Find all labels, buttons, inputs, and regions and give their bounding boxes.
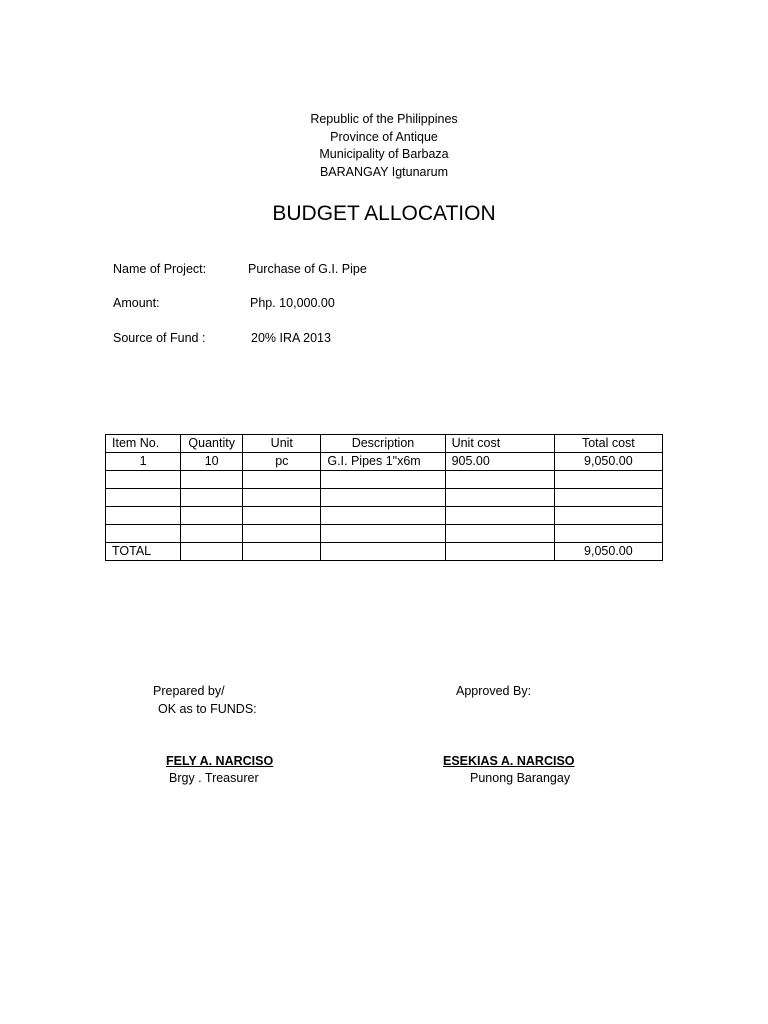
table-cell [445, 543, 554, 561]
table-cell: 10 [181, 453, 243, 471]
budget-table [105, 434, 663, 561]
table-cell [445, 525, 554, 543]
letterhead-country: Republic of the Philippines [310, 112, 458, 126]
table-cell [445, 507, 554, 525]
table-cell [321, 525, 445, 543]
table-cell [181, 471, 243, 489]
table-cell [445, 471, 554, 489]
letterhead [0, 111, 768, 181]
table-cell [181, 525, 243, 543]
table-cell [106, 471, 181, 489]
table-cell [243, 543, 321, 561]
table-cell [321, 543, 445, 561]
project-label: Name of Project: [113, 262, 207, 276]
page-title: BUDGET ALLOCATION [272, 202, 496, 225]
letterhead-barangay: BARANGAY Igtunarum [319, 164, 449, 179]
ok-as-to-funds-label: OK as to FUNDS: [158, 702, 257, 716]
table-cell [321, 471, 445, 489]
table-cell [243, 489, 321, 507]
fund-source-value: 20% IRA 2013 [251, 331, 331, 345]
table-cell [106, 489, 181, 507]
table-row [106, 489, 663, 507]
table-cell [243, 471, 321, 489]
table-cell [106, 507, 181, 525]
table-cell: 1 [106, 453, 181, 471]
header-cell-unit: Unit [243, 435, 321, 453]
table-cell [554, 525, 662, 543]
table-row [106, 525, 663, 543]
table-cell [243, 525, 321, 543]
header-cell-unit-cost: Unit cost [445, 435, 554, 453]
table-total-row [106, 543, 663, 561]
letterhead-province: Province of Antique [330, 129, 438, 144]
table-cell [321, 489, 445, 507]
table-cell [554, 489, 662, 507]
table-cell [321, 507, 445, 525]
table-row [106, 471, 663, 489]
table-cell [554, 471, 662, 489]
project-value: Purchase of G.I. Pipe [248, 262, 367, 276]
letterhead-municipality: Municipality of Barbaza [319, 147, 449, 161]
captain-name: ESEKIAS A. NARCISO [443, 754, 575, 768]
table-cell: G.I. Pipes 1"x6m [321, 453, 445, 471]
fund-source-label: Source of Fund : [113, 331, 206, 345]
table-cell: 905.00 [445, 453, 554, 471]
table-cell: pc [243, 453, 321, 471]
approved-by-label: Approved By: [456, 684, 532, 698]
table-row [106, 507, 663, 525]
total-label-cell: TOTAL [106, 543, 181, 561]
table-header-row [106, 435, 663, 453]
table-cell [181, 507, 243, 525]
amount-value: Php. 10,000.00 [250, 296, 335, 310]
table-row [106, 453, 663, 471]
table-cell [181, 489, 243, 507]
treasurer-name: FELY A. NARCISO [166, 754, 274, 768]
header-cell-total-cost: Total cost [554, 435, 662, 453]
table-cell [181, 543, 243, 561]
table-cell [445, 489, 554, 507]
header-cell-item-no: Item No. [106, 435, 181, 453]
header-cell-quantity: Quantity [181, 435, 243, 453]
prepared-by-label: Prepared by/ [153, 684, 225, 698]
treasurer-title: Brgy . Treasurer [169, 771, 259, 785]
table-cell [554, 507, 662, 525]
table-cell [243, 507, 321, 525]
header-cell-description: Description [321, 435, 445, 453]
amount-label: Amount: [113, 296, 160, 310]
table-cell [106, 525, 181, 543]
table-cell: 9,050.00 [554, 453, 662, 471]
total-amount-cell: 9,050.00 [554, 543, 662, 561]
captain-title: Punong Barangay [470, 771, 571, 785]
